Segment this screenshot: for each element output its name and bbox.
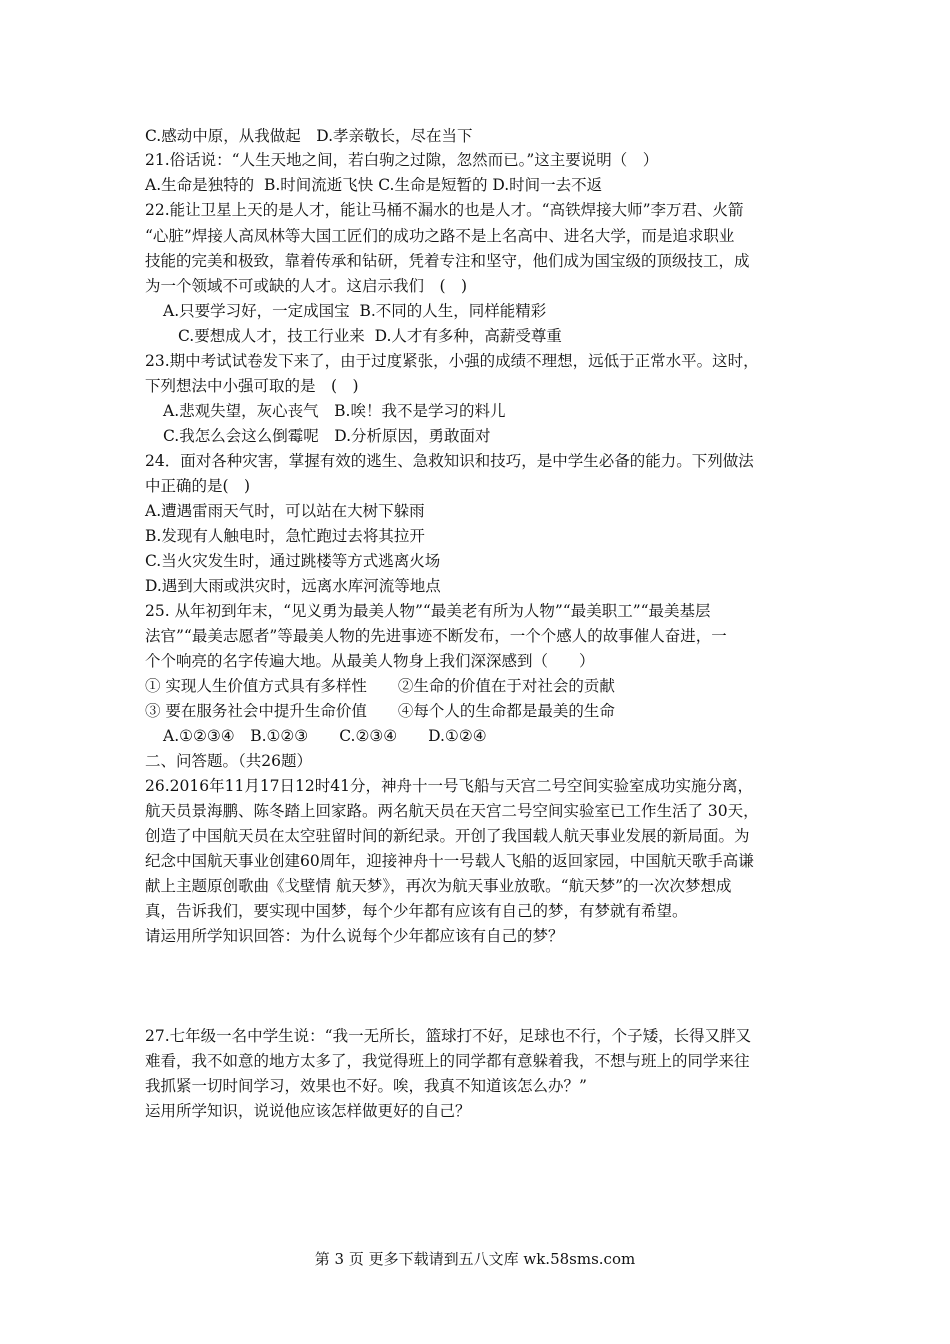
statements-25: ① 实现人生价值方式具有多样性 ②生命的价值在于对社会的贡献 (145, 677, 615, 695)
text-line: 创造了中国航天员在太空驻留时间的新纪录。开创了我国载人航天事业发展的新局面。为 (145, 827, 750, 845)
options-23: C.我怎么会这么倒霉呢 D.分析原因，勇敢面对 (163, 427, 491, 445)
option-24-a: A.遭遇雷雨天气时，可以站在大树下躲雨 (145, 502, 425, 520)
question-25: 25. 从年初到年末，“见义勇为最美人物”“最美老有所为人物”“最美职工”“最美基层 (145, 602, 711, 620)
option-24-d: D.遇到大雨或洪灾时，远离水库河流等地点 (145, 577, 441, 595)
text-line: 中正确的是( ) (145, 477, 251, 495)
text-line: 纪念中国航天事业创建60周年，迎接神舟十一号载人飞船的返回家园，中国航天歌手高谦 (145, 852, 754, 870)
page-footer: 第 3 页 更多下载请到五八文库 wk.58sms.com (314, 1250, 636, 1268)
prompt-27: 运用所学知识，说说他应该怎样做更好的自己？ (145, 1102, 471, 1120)
question-24: 24．面对各种灾害，掌握有效的逃生、急救知识和技巧，是中学生必备的能力。下列做法 (145, 452, 754, 470)
text-line: 法官”“最美志愿者”等最美人物的先进事迹不断发布，一个个感人的故事催人奋进，一 (145, 627, 727, 645)
text-line: 为一个领域不可或缺的人才。这启示我们 ( ) (145, 277, 468, 295)
options-25: A.①②③④ B.①②③ C.②③④ D.①②④ (163, 727, 487, 745)
statements-25: ③ 要在服务社会中提升生命价值 ④每个人的生命都是最美的生命 (145, 702, 615, 720)
text-line: 个个响亮的名字传遍大地。从最美人物身上我们深深感到（ ） (145, 652, 595, 670)
option-24-b: B.发现有人触电时，急忙跑过去将其拉开 (145, 527, 425, 545)
text-line: 献上主题原创歌曲《戈壁情 航天梦》，再次为航天事业放歌。“航天梦”的一次次梦想成 (145, 877, 732, 895)
text-line: 难看，我不如意的地方太多了，我觉得班上的同学都有意躲着我，不想与班上的同学来往 (145, 1052, 750, 1070)
text-line: 下列想法中小强可取的是 ( ) (145, 377, 359, 395)
question-22: 22.能让卫星上天的是人才，能让马桶不漏水的也是人才。“高铁焊接大师”李万君、火箭 (145, 201, 744, 219)
options-21: A.生命是独特的 B.时间流逝飞快 C.生命是短暂的 D.时间一去不返 (145, 176, 603, 194)
question-21: 21.俗话说：“人生天地之间，若白驹之过隙，忽然而已。”这主要说明（ ） (145, 151, 659, 169)
question-23: 23.期中考试试卷发下来了，由于过度紧张，小强的成绩不理想，远低于正常水平。这时， (145, 352, 759, 370)
text-line: 航天员景海鹏、陈冬踏上回家路。两名航天员在天宫二号空间实验室已工作生活了 30天， (145, 802, 759, 820)
question-27: 27.七年级一名中学生说：“我一无所长，篮球打不好，足球也不行，个子矮，长得又胖又 (145, 1027, 752, 1045)
text-line: 我抓紧一切时间学习，效果也不好。唉，我真不知道该怎么办？” (145, 1077, 587, 1095)
text-line: C.感动中原，从我做起 D.孝亲敬长，尽在当下 (145, 127, 473, 145)
options-22: C.要想成人才，技工行业来 D.人才有多种，高薪受尊重 (178, 327, 562, 345)
text-line: 技能的完美和极致，靠着传承和钻研，凭着专注和坚守，他们成为国宝级的顶级技工，成 (145, 252, 750, 270)
text-line: “心脏”焊接人高凤林等大国工匠们的成功之路不是上名高中、进名大学，而是追求职业 (145, 227, 735, 245)
options-22: A.只要学习好，一定成国宝 B.不同的人生，同样能精彩 (163, 302, 547, 320)
prompt-26: 请运用所学知识回答：为什么说每个少年都应该有自己的梦？ (145, 927, 564, 945)
options-23: A.悲观失望，灰心丧气 B.唉！我不是学习的料儿 (163, 402, 506, 420)
section-heading: 二、问答题。（共26题） (145, 752, 312, 770)
question-26: 26.2016年11月17日12时41分，神舟十一号飞船与天宫二号空间实验室成功实施分离， (145, 777, 753, 795)
option-24-c: C.当火灾发生时，通过跳楼等方式逃离火场 (145, 552, 441, 570)
text-line: 真，告诉我们，要实现中国梦，每个少年都有应该有自己的梦，有梦就有希望。 (145, 902, 688, 920)
